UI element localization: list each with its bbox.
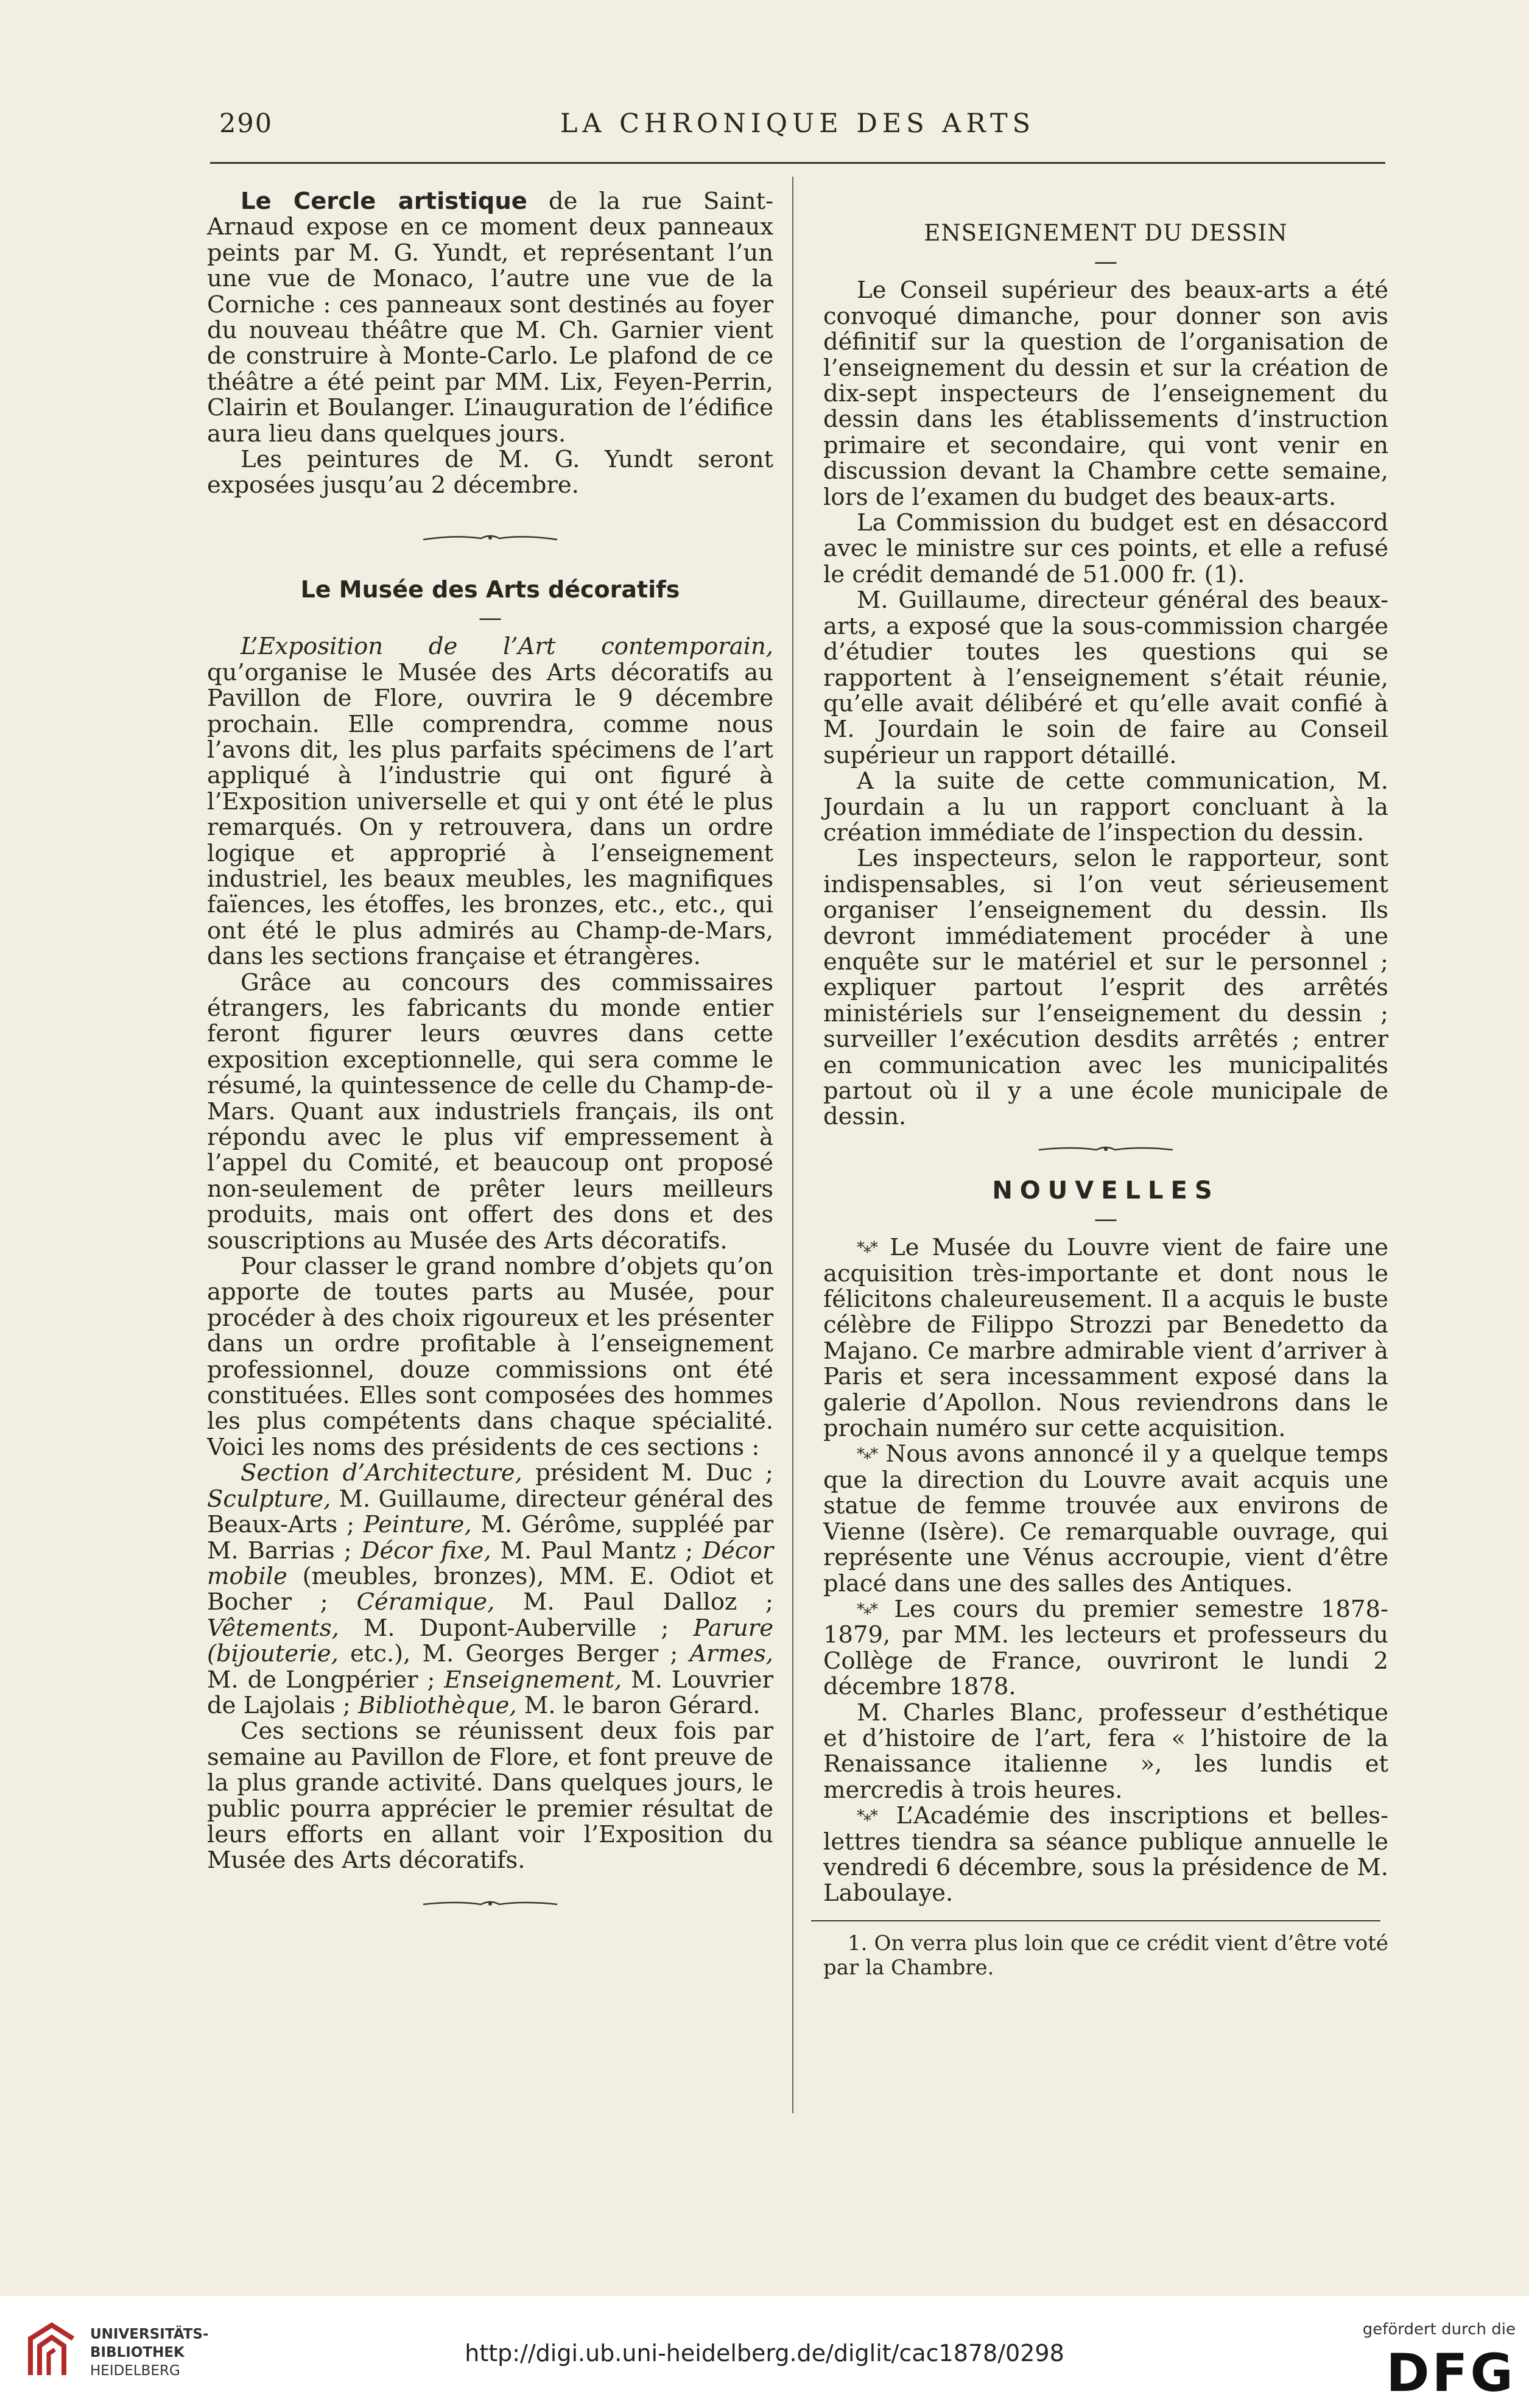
news-item-continued: M. Charles Blanc, professeur d’esthétique et d’histoire de l’art, fera « l’histoire de la Renaissance italienne », les lundis et mercredis à trois heures. <box>823 1699 1388 1804</box>
digitization-footer <box>0 2296 1529 2408</box>
article-paragraph: Ces sections se réunissent deux fois par semaine au Pavillon de Flore, et font preuve de la plus grande activité. Dans quelques jours, le public pourra apprécier le premier résultat de leurs efforts en allant voir l’Exposition du Musée des Arts décoratifs. <box>207 1717 773 1875</box>
article-paragraph: Le Conseil supérieur des beaux-arts a été convoqué dimanche, pour donner son avis définitif sur la question de l’organisation de l’enseignement du dessin et sur la création de dix-sept inspecteurs de l’enseignement du dessin dans les établissements d’instruction primaire et secondaire, qui vont venir en discussion devant la Chambre cette semaine, lors de l’examen du budget des beaux-arts. <box>823 276 1388 511</box>
article-paragraph: Pour classer le grand nombre d’objets qu’on apporte de toutes parts au Musée, pour procéder à des choix rigoureux et les présenter dans un ordre profitable à l’enseignement professionnel, douze commissions ont été constituées. Elles sont composées des hommes les plus compétents dans chaque spécialité. Voici les noms des présidents de ces sections : <box>207 1253 773 1461</box>
dfg-logo: DFG <box>1386 2343 1516 2404</box>
title-dash: — <box>1094 248 1118 276</box>
ornament-divider <box>420 1898 560 1909</box>
article-paragraph: La Commission du budget est en désaccord avec le ministre sur ces points, et elle a refusé le crédit demandé de 51.000 fr. (1). <box>823 509 1388 588</box>
article-paragraph: Grâce au concours des commissaires étrangers, les fabricants du monde entier feront figurer leurs œuvres dans cette exposition exceptionnelle, qui sera comme le résumé, la quintessence de celle du Champ-de-Mars. Quant aux industriels français, ils ont répondu avec le plus vif empressement à l’appel du Comité, et beaucoup ont proposé non-seulement de prêter leurs meilleurs produits, mais ont offert des dons et des souscriptions au Musée des Arts décoratifs. <box>207 968 773 1255</box>
ornament-divider <box>420 532 560 543</box>
header-rule <box>210 162 1385 164</box>
article-lead: Le Cercle artistique <box>241 188 527 215</box>
source-url-link[interactable]: http://digi.ub.uni-heidelberg.de/diglit/cac1878/0298 <box>465 2340 1064 2367</box>
section-title-nouvelles: NOUVELLES <box>992 1176 1220 1205</box>
running-title: LA CHRONIQUE DES ARTS <box>560 108 1036 139</box>
funded-by-label: gefördert durch die <box>1362 2320 1516 2339</box>
news-item: *⁎* Le Musée du Louvre vient de faire une acquisition très-importante et dont nous le félicitons chaleureusement. Il a acquis le buste célèbre de Filippo Strozzi par Benedetto da Majano. Ce marbre admirable vient d’arriver à Paris et sera incessamment exposé dans la galerie d’Apollon. Nous reviendrons dans le prochain numéro sur cette acquisition. <box>823 1234 1388 1443</box>
article-paragraph: A la suite de cette communication, M. Jourdain a lu un rapport concluant à la création immédiate de l’inspection du dessin. <box>823 767 1388 847</box>
title-dash: — <box>478 604 502 632</box>
news-item: *⁎* Nous avons annoncé il y a quelque temps que la direction du Louvre avait acquis une statue de femme trouvée aux environs de Vienne (Isère). Ce remarquable ouvrage, qui représente une Vénus accroupie, vient d’être placé dans une des salles des Antiques. <box>823 1440 1388 1597</box>
footnote: 1. On verra plus loin que ce crédit vient d’être voté par la Chambre. <box>823 1931 1388 1980</box>
article-paragraph: Les inspecteurs, selon le rapporteur, sont indispensables, si l’on veut sérieusement organiser l’enseignement du dessin. Ils devront immédiatement procéder à une enquête sur le matériel et sur le personnel ; expliquer partout l’esprit des arrêtés ministériels sur l’enseignement du dessin ; surveiller l’exécution desdits arrêtés ; entrer en communication avec les municipalités partout où il y a une école municipale de dessin. <box>823 845 1388 1131</box>
section-title-musee: Le Musée des Arts décoratifs <box>300 576 680 603</box>
page-header <box>210 108 1385 151</box>
asterism-icon: *⁎* <box>857 1600 877 1619</box>
asterism-icon: *⁎* <box>857 1239 877 1258</box>
article-paragraph: Les peintures de M. G. Yundt seront exposées jusqu’au 2 décembre. <box>207 446 773 499</box>
news-item: *⁎* L’Académie des inscriptions et belles-lettres tiendra sa séance publique annuelle le vendredi 6 décembre, sous la présidence de M. Laboulaye. <box>823 1802 1388 1907</box>
right-column <box>823 189 1388 1980</box>
title-dash: — <box>1094 1205 1118 1233</box>
asterism-icon: *⁎* <box>857 1445 877 1464</box>
university-name: UNIVERSITÄTS- BIBLIOTHEK HEIDELBERG <box>90 2326 209 2379</box>
left-column <box>207 189 773 1909</box>
section-title-enseignement: ENSEIGNEMENT DU DESSIN <box>924 220 1288 246</box>
article-cercle-artistique: Le Cercle artistique de la rue Saint-Arnaud expose en ce moment deux panneaux peints par M. G. Yundt, et représentant l’un une vue de Monaco, l’autre une vue de la Corniche : ces panneaux sont destinés au foyer du nouveau théâtre que M. Ch. Garnier vient de construire à Monte-Carlo. Le plafond de ce théâtre a été peint par MM. Lix, Feyen-Perrin, Clairin et Boulanger. L’inauguration de l’édifice aura lieu dans quelques jours. <box>207 188 773 448</box>
news-item: *⁎* Les cours du premier semestre 1878-1879, par MM. les lecteurs et professeurs du Collège de France, ouvriront le lundi 2 décembre 1878. <box>823 1595 1388 1701</box>
article-paragraph: M. Guillaume, directeur général des beaux-arts, a exposé que la sous-commission chargée d’étudier toutes les questions qui se rapportent à l’enseignement s’était réunie, qu’elle avait délibéré et qu’elle avait confié à M. Jourdain le soin de faire au Conseil supérieur un rapport détaillé. <box>823 586 1388 769</box>
column-divider <box>792 177 793 2113</box>
ornament-divider <box>1036 1144 1176 1155</box>
article-paragraph: L’Exposition de l’Art contemporain, qu’organise le Musée des Arts décoratifs au Pavillon de Flore, ouvrira le 9 décembre prochain. Elle comprendra, comme nous l’avons dit, les plus parfaits spécimens de l’art appliqué à l’industrie qui ont figuré à l’Exposition universelle et qui y ont été le plus remarqués. On y retrouvera, dans un ordre logique et approprié à l’enseignement industriel, les beaux meubles, les magnifiques faïences, les étoffes, les bronzes, etc., etc., qui ont été le plus admirés au Champ-de-Mars, dans les sections française et étrangères. <box>207 633 773 971</box>
sections-list: Section d’Architecture, président M. Duc ; Sculpture, M. Guillaume, directeur général des Beaux-Arts ; Peinture, M. Gérôme, suppléé par M. Barrias ; Décor fixe, M. Paul Mantz ; Décor mobile (meubles, bronzes), MM. E. Odiot et Bocher ; Céramique, M. Paul Dalloz ; Vêtements, M. Dupont-Auberville ; Parure (bijouterie, etc.), M. Georges Berger ; Armes, M. de Longpérier ; Enseignement, M. Louvrier de Lajolais ; Bibliothèque, M. le baron Gérard. <box>207 1459 773 1719</box>
asterism-icon: *⁎* <box>857 1807 877 1826</box>
page-number: 290 <box>219 108 273 139</box>
